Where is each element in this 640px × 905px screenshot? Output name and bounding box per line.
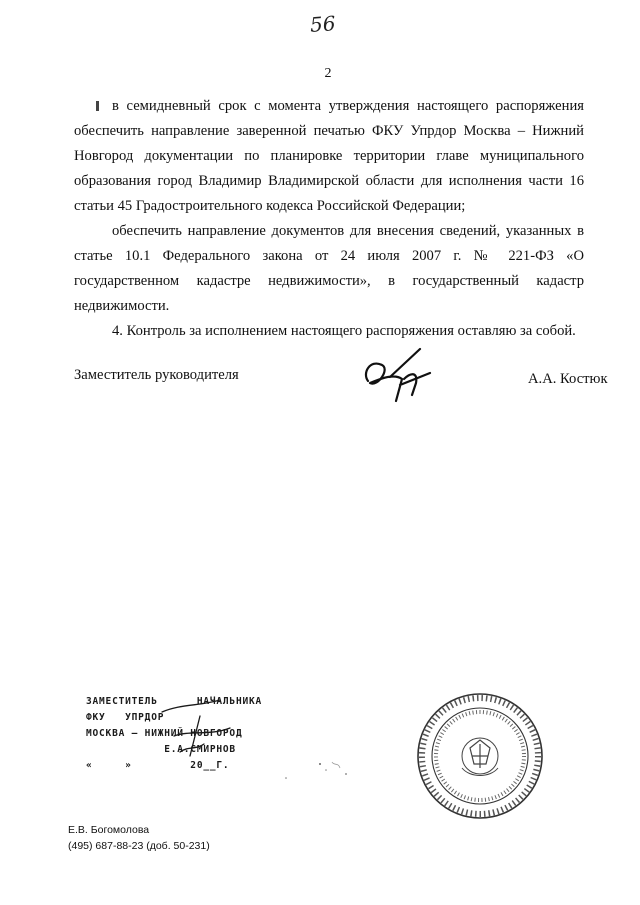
handwritten-page-number: 56 — [309, 11, 337, 37]
stamp-line-3: МОСКВА – НИЖНИЙ НОВГОРОД — [86, 728, 243, 739]
document-body — [74, 94, 584, 344]
paragraph-3: 4. Контроль за исполнением настоящего распоряжения оставляю за собой. — [112, 323, 576, 339]
scan-speckles — [280, 756, 360, 786]
paragraph-2: обеспечить направление документов для внесения сведений, указанных в статье 10.1 Федерального закона от 24 июля 2007 г. № 221-ФЗ «О государственном кадастре недвижимости», в государственный кадастр недвижимости. — [74, 223, 584, 314]
stamp-line-2: ФКУ УПРДОР — [86, 712, 165, 723]
stamp-line-4: Е.А.СМИРНОВ — [86, 744, 236, 755]
stamp-line-1: ЗАМЕСТИТЕЛЬ НАЧАЛЬНИКА — [86, 696, 263, 707]
official-seal — [412, 688, 548, 824]
paragraph-1: в семидневный срок с момента утверждения настоящего распоряжения обеспечить направление заверенной печатью ФКУ Упрдор Москва – Нижний Новгород документации по планировке территории главе муниципального образования город Владимир Владимирской области для исполнения части 16 статьи 45 Градостроительного кодекса Российской Федерации; — [74, 98, 584, 214]
handwritten-signature — [360, 343, 440, 403]
executor-phone: (495) 687-88-23 (доб. 50-231) — [68, 840, 210, 852]
page-number: 2 — [324, 66, 332, 81]
executor-info — [68, 822, 210, 854]
executor-name: Е.В. Богомолова — [68, 824, 150, 836]
certification-signature — [160, 696, 240, 766]
signatory-name: А.А. Костюк — [528, 371, 608, 387]
stamp-line-5: « » 20__Г. — [86, 760, 230, 771]
signatory-position: Заместитель руководителя — [74, 367, 239, 383]
